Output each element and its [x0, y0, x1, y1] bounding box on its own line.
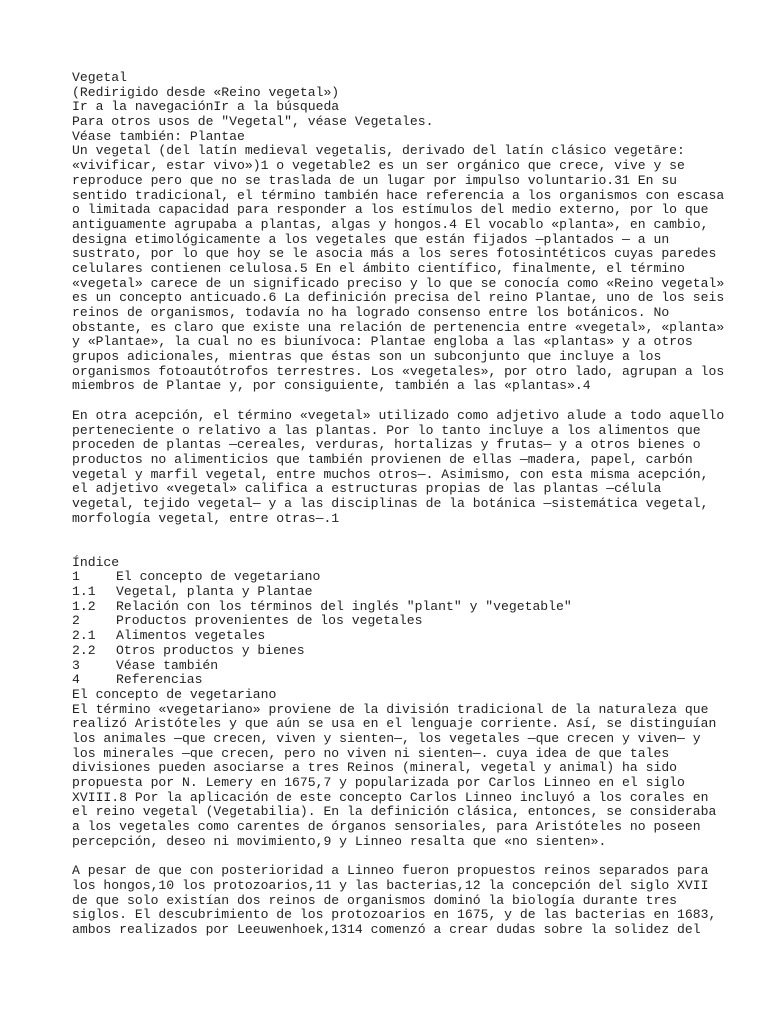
toc-item-number: 1 [72, 569, 80, 585]
toc-item[interactable] [72, 673, 712, 688]
text-line: «vivificar, estar vivo»)1 o vegetable2 es un ser orgánico que crece, vive y se [72, 158, 685, 174]
toc-item-label[interactable]: Referencias [116, 672, 203, 688]
toc-item-number: 1.1 [72, 584, 96, 600]
text-line: los animales —que crecen, viven y sienten—, los vegetales —que crecen y viven— y [72, 730, 701, 746]
toc-item-label[interactable]: Otros productos y bienes [116, 642, 305, 658]
text-line: percepción, deseo ni movimiento,9 y Linneo resalta que «no sienten». [72, 833, 607, 849]
text-line: el adjetivo «vegetal» califica a estructuras propias de las plantas —célula [72, 481, 662, 497]
section-paragraph-2 [72, 863, 717, 937]
text-line: XVIII.8 Por la aplicación de este concepto Carlos Linneo incluyó a los corales en [72, 789, 709, 805]
toc-item-label[interactable]: Relación con los términos del inglés "plant" y "vegetable" [116, 598, 572, 614]
section-heading: El concepto de vegetariano [72, 686, 277, 702]
text-line: reproduce pero que no se traslada de un lugar por impulso voluntario.31 En su [72, 172, 678, 188]
text-line: productos no alimenticios que también provienen de ellas —madera, papel, carbón [72, 451, 693, 467]
text-line: organismos fotoautótrofos terrestres. Los «vegetales», por otro lado, agrupan a los [72, 363, 725, 379]
text-line: En otra acepción, el término «vegetal» utilizado como adjetivo alude a todo aquello [72, 407, 725, 423]
text-line: vegetal y marfil vegetal, entre muchos otros—. Asimismo, con esta misma acepción, [72, 466, 709, 482]
toc-item[interactable] [72, 644, 712, 659]
toc-list [72, 570, 712, 688]
second-paragraph [72, 407, 725, 527]
toc-item-label[interactable]: Vegetal, planta y Plantae [116, 584, 313, 600]
text-line: es un concepto anticuado.6 La definición precisa del reino Plantae, uno de los seis [72, 290, 725, 306]
text-line: vegetal, tejido vegetal— y a las disciplinas de la botánica —sistemática vegetal, [72, 495, 709, 511]
toc-item[interactable] [72, 614, 712, 629]
text-line: los minerales —que crecen, pero no viven ni sienten—. cuya idea de que tales [72, 745, 670, 761]
text-line: divisiones pueden asociarse a tres Reinos (mineral, vegetal y animal) ha sido [72, 760, 678, 776]
toc-item-number: 2 [72, 613, 80, 629]
text-line: el reino vegetal (Vegetabilia). En la definición clásica, entonces, se consideraba [72, 804, 717, 820]
text-line: proceden de plantas —cereales, verduras, hortalizas y frutas— y a otros bienes o [72, 437, 701, 453]
toc-item[interactable] [72, 570, 712, 585]
text-line: perteneciente o relativo a las plantas. Por lo tanto incluye a los alimentos que [72, 422, 701, 438]
see-also-note: Véase también: Plantae [72, 128, 245, 144]
redirect-note: (Redirigido desde «Reino vegetal») [72, 84, 340, 100]
table-of-contents [72, 556, 712, 688]
text-line: «vegetal» carece de un significado preciso y lo que se conocía como «Reino vegetal» [72, 275, 725, 291]
text-line: antiguamente agrupaba a plantas, algas y hongos.4 El vocablo «planta», en cambio, [72, 216, 709, 232]
text-line: o limitada capacidad para responder a los estímulos del medio externo, por lo que [72, 202, 709, 218]
text-line: y «Plantae», la cual no es biunívoca: Plantae engloba a las «plantas» y a otros [72, 334, 693, 350]
text-line: a los vegetales como carentes de órganos sensoriales, para Aristóteles no poseen [72, 819, 701, 835]
toc-heading: Índice [72, 554, 120, 570]
toc-item-label[interactable]: El concepto de vegetariano [116, 569, 321, 585]
toc-item-number: 3 [72, 657, 80, 673]
text-line: ambos realizados por Leeuwenhoek,1314 comenzó a crear dudas sobre la solidez del [72, 921, 701, 937]
text-line: Un vegetal (del latín medieval vegetalis, derivado del latín clásico vegetāre: [72, 143, 685, 159]
text-line: siglos. El descubrimiento de los protozoarios en 1675, y de las bacterias en 1683, [72, 907, 717, 923]
toc-item-number: 2.1 [72, 628, 96, 644]
article-header [72, 71, 712, 144]
text-line: sustrato, por lo que hoy se le asocia más a los seres fotosintéticos cuyas paredes [72, 246, 717, 262]
document-page [72, 70, 725, 938]
toc-item-label[interactable]: Véase también [116, 657, 219, 673]
text-line: los hongos,10 los protozoarios,11 y las bacterias,12 la concepción del siglo XVII [72, 877, 709, 893]
text-line: de que solo existían dos reinos de organismos dominó la biología durante tres [72, 892, 678, 908]
toc-item-label[interactable]: Productos provenientes de los vegetales [116, 613, 423, 629]
intro-paragraph [72, 143, 725, 394]
toc-item[interactable] [72, 600, 712, 615]
article-title: Vegetal [72, 70, 128, 85]
toc-item-number: 4 [72, 672, 80, 688]
text-line: reinos de organismos, todavía no ha logrado consenso entre los botánicos. No [72, 305, 670, 320]
other-uses-note: Para otros usos de "Vegetal", véase Vegetales. [72, 114, 434, 130]
text-line: obstante, es claro que existe una relación de pertenencia entre «vegetal», «planta» [72, 319, 725, 335]
toc-item-number: 2.2 [72, 642, 96, 658]
text-line: sentido tradicional, el término también hace referencia a los organismos con escasa [72, 187, 725, 203]
text-line: realizó Aristóteles y que aún se usa en el lenguaje corriente. Así, se distinguían [72, 716, 717, 732]
toc-item[interactable] [72, 585, 712, 600]
text-line: grupos adicionales, mientras que éstas son un subconjunto que incluye a los [72, 349, 662, 365]
toc-item-label[interactable]: Alimentos vegetales [116, 628, 266, 644]
skip-navigation-links[interactable]: Ir a la navegaciónIr a la búsqueda [72, 99, 340, 115]
text-line: El término «vegetariano» proviene de la división tradicional de la naturaleza que [72, 701, 709, 717]
text-line: designa etimológicamente a los vegetales que están fijados —plantados — a un [72, 231, 670, 247]
section-vegetariano [72, 686, 717, 938]
text-line: celulares contienen celulosa.5 En el ámbito científico, finalmente, el término [72, 260, 685, 276]
section-paragraph-1 [72, 701, 717, 850]
toc-item[interactable] [72, 629, 712, 644]
toc-item-number: 1.2 [72, 598, 96, 614]
text-line: morfología vegetal, entre otras—.1 [72, 510, 340, 526]
text-line: miembros de Plantae y, por consiguiente, también a las «plantas».4 [72, 378, 591, 394]
toc-item[interactable] [72, 659, 712, 674]
text-line: A pesar de que con posterioridad a Linneo fueron propuestos reinos separados para [72, 863, 709, 879]
text-line: propuesta por N. Lemery en 1675,7 y popularizada por Carlos Linneo en el siglo [72, 775, 685, 791]
